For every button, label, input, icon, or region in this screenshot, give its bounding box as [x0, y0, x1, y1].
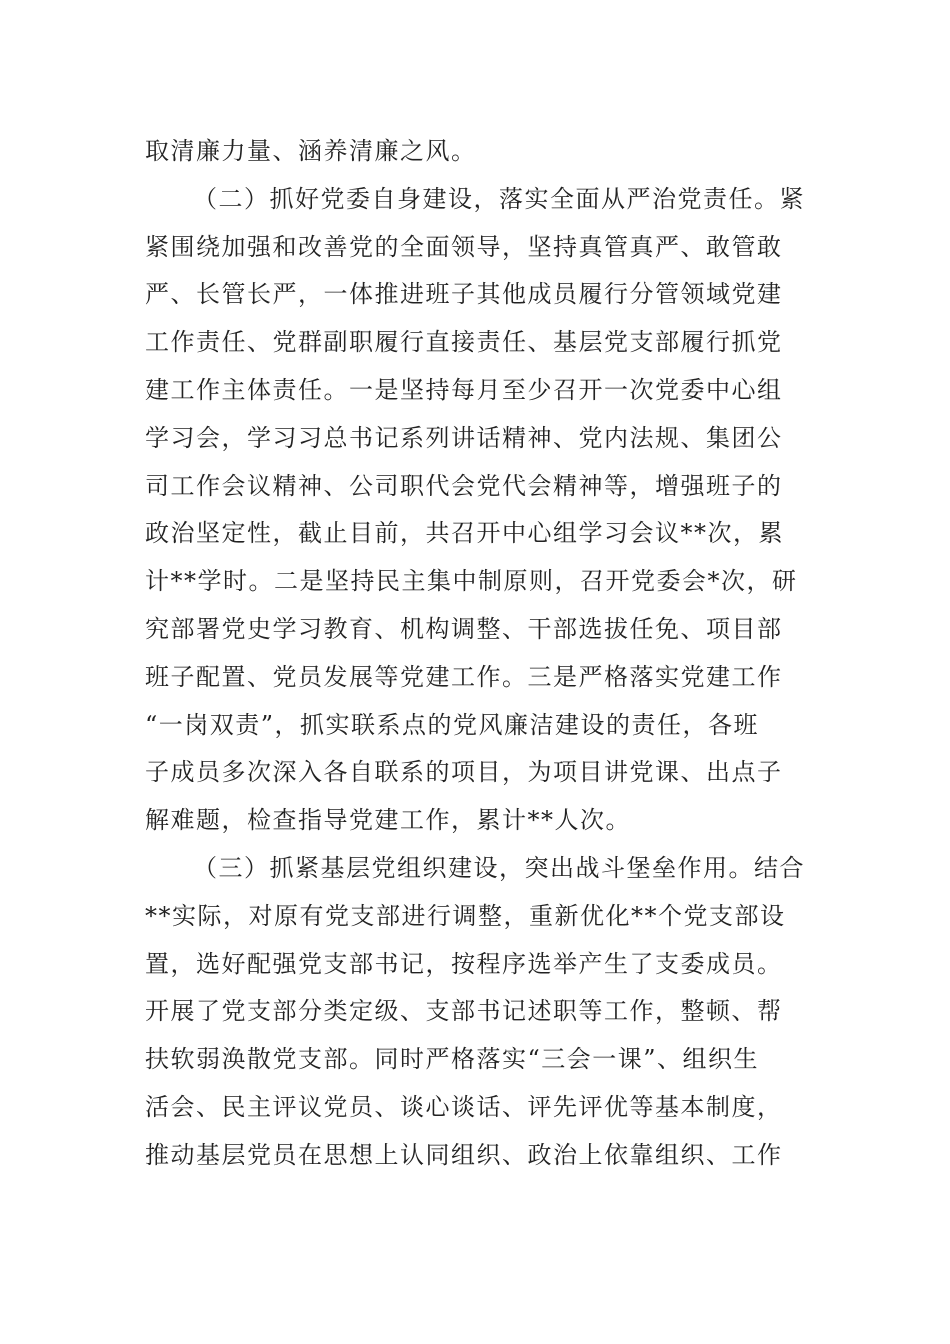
text-line: 学习会，学习习总书记系列讲话精神、党内法规、集团公: [145, 423, 783, 452]
text-line: 解难题，检查指导党建工作，累计**人次。: [145, 806, 631, 835]
text-line: 扶软弱涣散党支部。同时严格落实“三会一课”、组织生: [145, 1045, 760, 1074]
text-line: （二）抓好党委自身建设，落实全面从严治党责任。紧: [193, 184, 805, 213]
text-line: 计**学时。二是坚持民主集中制原则，召开党委会*次，研: [145, 567, 798, 596]
text-line: 取清廉力量、涵养清廉之风。: [145, 137, 477, 165]
text-line: 开展了党支部分类定级、支部书记述职等工作，整顿、帮: [145, 997, 783, 1026]
text-line: 政治坚定性，截止目前，共召开中心组学习会议**次，累: [145, 519, 784, 548]
text-line: 班子配置、党员发展等党建工作。三是严格落实党建工作: [145, 662, 783, 691]
text-line: 究部署党史学习教育、机构调整、干部选拔任免、项目部: [145, 614, 783, 643]
text-line: 严、长管长严，一体推进班子其他成员履行分管领域党建: [145, 280, 783, 309]
text-line: 活会、民主评议党员、谈心谈话、评先评优等基本制度，: [145, 1092, 783, 1121]
text-line: 司工作会议精神、公司职代会党代会精神等，增强班子的: [145, 471, 783, 500]
text-line: “一岗双责”，抓实联系点的党风廉洁建设的责任，各班: [145, 710, 760, 739]
text-line: 推动基层党员在思想上认同组织、政治上依靠组织、工作: [145, 1140, 783, 1169]
text-line: 紧围绕加强和改善党的全面领导，坚持真管真严、敢管敢: [145, 232, 783, 261]
text-line: **实际，对原有党支部进行调整，重新优化**个党支部设: [145, 901, 786, 930]
text-line: 置，选好配强党支部书记，按程序选举产生了支委成员。: [145, 949, 783, 978]
text-line: （三）抓紧基层党组织建设，突出战斗堡垒作用。结合: [193, 853, 805, 882]
body-text: [145, 128, 805, 1180]
text-line: 建工作主体责任。一是坚持每月至少召开一次党委中心组: [145, 375, 783, 404]
text-line: 工作责任、党群副职履行直接责任、基层党支部履行抓党: [145, 328, 783, 357]
text-line: 子成员多次深入各自联系的项目，为项目讲党课、出点子: [145, 758, 783, 787]
